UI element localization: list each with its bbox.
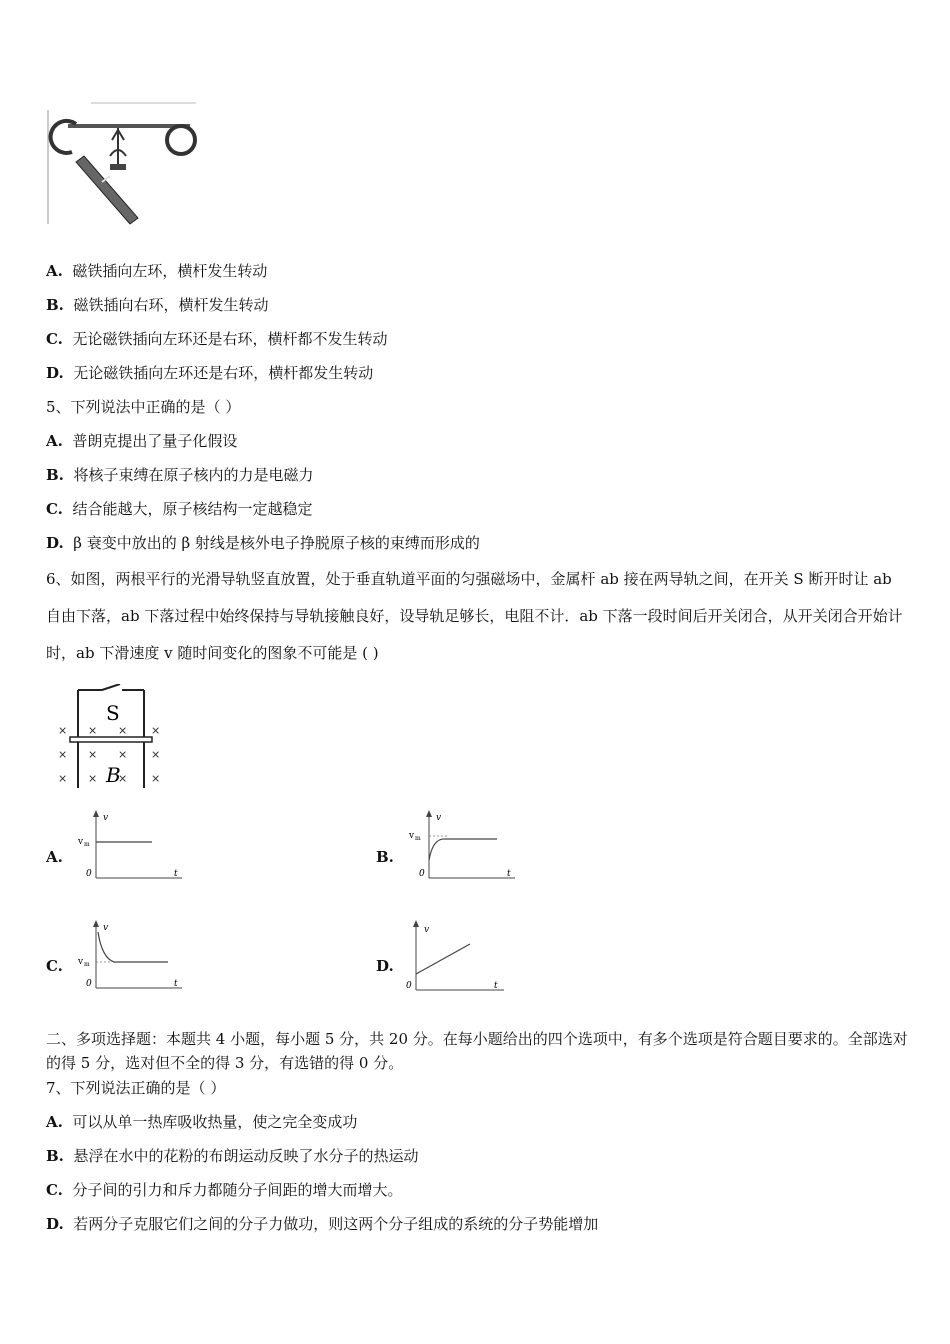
svg-text:v: v	[436, 813, 442, 823]
svg-text:v: v	[78, 957, 84, 967]
svg-text:×: ×	[88, 748, 98, 761]
svg-text:t: t	[494, 981, 498, 991]
graph-option-d-label: D.	[376, 957, 394, 975]
svg-text:v: v	[103, 923, 109, 933]
svg-text:0: 0	[86, 979, 92, 989]
svg-text:0: 0	[406, 981, 412, 991]
q5-option-b: B. 将核子束缚在原子核内的力是电磁力	[46, 466, 314, 484]
svg-text:t: t	[507, 869, 511, 879]
ring-magnet-figure	[46, 100, 201, 230]
svg-text:v: v	[78, 837, 84, 847]
svg-text:0: 0	[419, 869, 425, 879]
svg-text:×: ×	[118, 724, 128, 737]
svg-text:×: ×	[88, 772, 98, 785]
svg-text:m: m	[84, 841, 90, 848]
q7-option-a: A. 可以从单一热库吸收热量，使之完全变成功	[46, 1113, 358, 1131]
q5-option-c: C. 结合能越大，原子核结构一定越稳定	[46, 500, 313, 518]
rail-circuit-figure	[52, 684, 168, 792]
svg-text:0: 0	[86, 869, 92, 879]
svg-text:v: v	[424, 925, 430, 935]
graph-b	[403, 808, 523, 884]
svg-text:×: ×	[118, 748, 128, 761]
q5-option-d: D. β 衰变中放出的 β 射线是核外电子挣脱原子核的束缚而形成的	[46, 534, 480, 552]
graph-a	[70, 808, 190, 884]
q4-option-b: B. 磁铁插向右环，横杆发生转动	[46, 296, 269, 314]
svg-text:v: v	[409, 831, 415, 841]
q7-option-b: B. 悬浮在水中的花粉的布朗运动反映了水分子的热运动	[46, 1147, 419, 1165]
q4-option-c: C. 无论磁铁插向左环还是右环，横杆都不发生转动	[46, 330, 388, 348]
svg-text:×: ×	[118, 772, 128, 785]
q5-stem: 5、下列说法中正确的是（ ）	[46, 398, 241, 416]
svg-text:×: ×	[58, 772, 68, 785]
svg-text:×: ×	[151, 748, 161, 761]
switch-label: S	[106, 701, 120, 725]
svg-text:×: ×	[151, 772, 161, 785]
q7-option-d: D. 若两分子克服它们之间的分子力做功，则这两个分子组成的系统的分子势能增加	[46, 1215, 599, 1233]
section-2-header: 二、多项选择题：本题共 4 小题，每小题 5 分，共 20 分。在每小题给出的四个选项中，有多个选项是符合题目要求的。全部选对的得 5 分，选对但不全的得 3 分，有选错的得 0 分。	[46, 1030, 908, 1072]
q7-stem: 7、下列说法正确的是（ ）	[46, 1079, 226, 1097]
svg-text:v: v	[103, 813, 109, 823]
q5-option-a: A. 普朗克提出了量子化假设	[46, 432, 238, 450]
svg-text:×: ×	[58, 748, 68, 761]
svg-text:m: m	[415, 835, 421, 842]
svg-text:×: ×	[58, 724, 68, 737]
graph-option-c-label: C.	[46, 957, 63, 975]
q4-option-d: D. 无论磁铁插向左环还是右环，横杆都发生转动	[46, 364, 374, 382]
svg-text:m: m	[84, 961, 90, 968]
svg-text:t: t	[174, 869, 178, 879]
graph-option-a-label: A.	[46, 848, 63, 866]
graph-d	[386, 918, 512, 996]
q7-option-c: C. 分子间的引力和斥力都随分子间距的增大而增大。	[46, 1181, 403, 1199]
svg-text:×: ×	[151, 724, 161, 737]
q4-option-a: A. 磁铁插向左环，横杆发生转动	[46, 262, 268, 280]
svg-text:t: t	[174, 979, 178, 989]
graph-option-b-label: B.	[376, 848, 394, 866]
graph-c	[70, 918, 190, 994]
svg-text:×: ×	[88, 724, 98, 737]
field-label: B	[106, 763, 121, 787]
q6-stem: 6、如图，两根平行的光滑导轨竖直放置，处于垂直轨道平面的匀强磁场中，金属杆 ab 接在两导轨之间，在开关 S 断开时让 ab 自由下落，ab 下落过程中始终保持与导轨接触良好，设导轨足够长，电阻不计．ab 下落一段时间后开关闭合，从开关闭合开始计时，ab 下滑速度 v 随时间变化的图象不可能是 ( )	[46, 570, 903, 662]
